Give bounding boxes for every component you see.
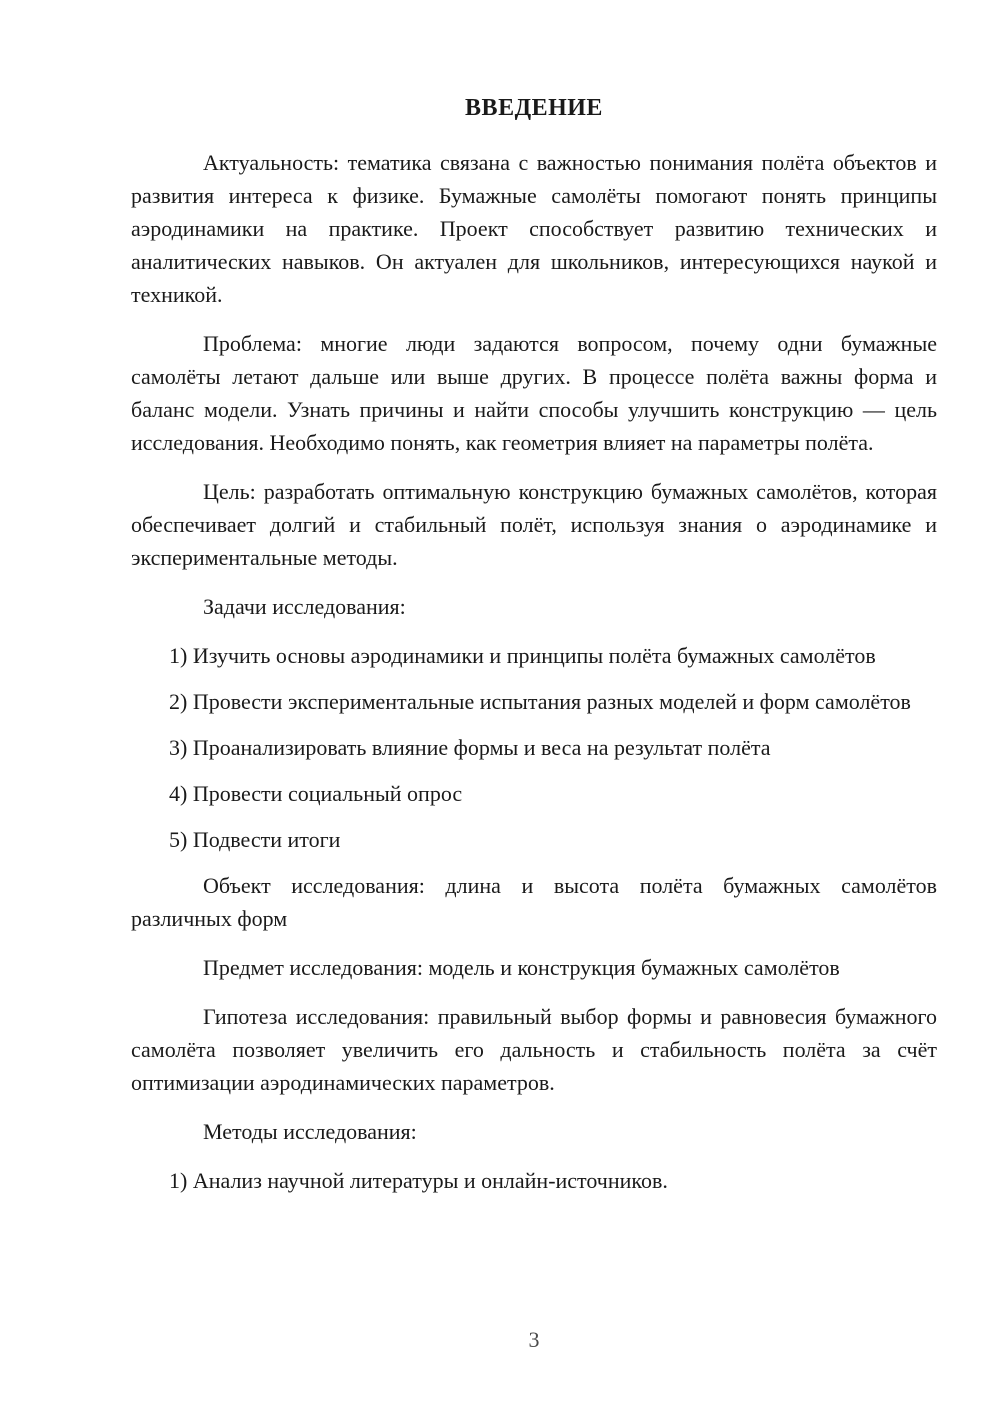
page-number: 3: [528, 1327, 540, 1352]
task-item-1: 1) Изучить основы аэродинамики и принципы полёта бумажных самолётов: [169, 643, 876, 668]
paragraph-subject: Предмет исследования: модель и конструкция бумажных самолётов: [203, 955, 840, 980]
tasks-heading: Задачи исследования:: [203, 594, 406, 619]
page-content: [131, 92, 937, 1210]
task-item-4: 4) Провести социальный опрос: [169, 781, 463, 806]
page-title: ВВЕДЕНИЕ: [465, 95, 603, 121]
paragraph-goal: Цель: разработать оптимальную конструкцию бумажных самолётов, которая обеспечивает долгий и стабильный полёт, используя знания о аэродинамике и экспериментальные методы.: [131, 479, 937, 570]
paragraph-object: Объект исследования: длина и высота полёта бумажных самолётов различных форм: [131, 873, 937, 931]
task-item-2: 2) Провести экспериментальные испытания разных моделей и форм самолётов: [169, 689, 911, 714]
task-item-3: 3) Проанализировать влияние формы и веса на результат полёта: [169, 735, 771, 760]
method-item-1: 1) Анализ научной литературы и онлайн-источников.: [169, 1168, 668, 1193]
paragraph-hypothesis: Гипотеза исследования: правильный выбор формы и равновесия бумажного самолёта позволяет увеличить его дальность и стабильность полёта за счёт оптимизации аэродинамических параметров.: [131, 1004, 937, 1095]
paragraph-problem: Проблема: многие люди задаются вопросом, почему одни бумажные самолёты летают дальше или выше других. В процессе полёта важны форма и баланс модели. Узнать причины и найти способы улучшить конструкцию — цель исследования. Необходимо понять, как геометрия влияет на параметры полёта.: [131, 331, 937, 455]
task-item-5: 5) Подвести итоги: [169, 827, 341, 852]
paragraph-relevance: Актуальность: тематика связана с важностью понимания полёта объектов и развития интереса к физике. Бумажные самолёты помогают понять принципы аэродинамики на практике. Проект способствует развитию технических и аналитических навыков. Он актуален для школьников, интересующихся наукой и техникой.: [131, 150, 937, 307]
methods-heading: Методы исследования:: [203, 1119, 417, 1144]
